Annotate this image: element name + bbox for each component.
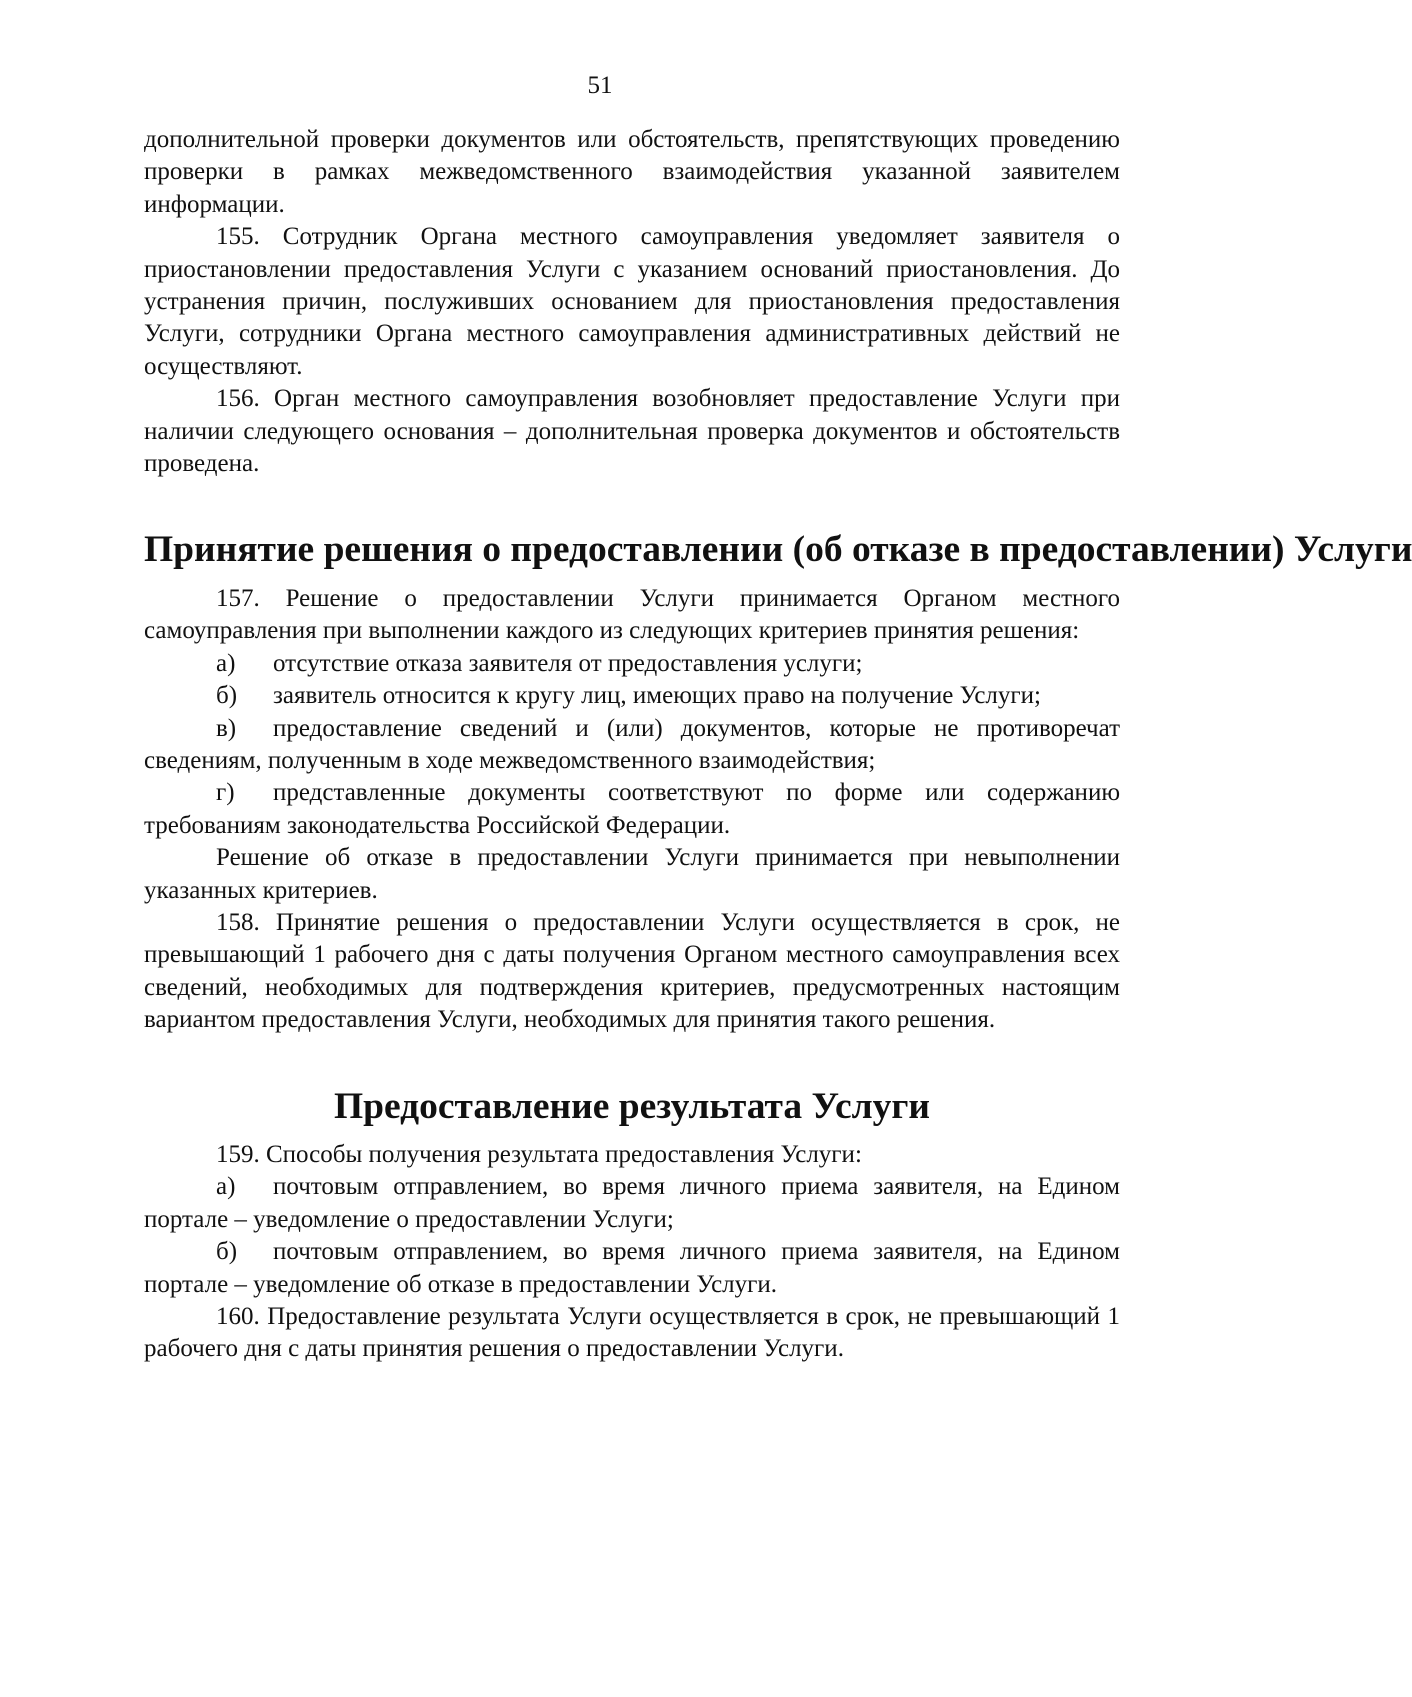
list-item-text: почтовым отправлением, во время личного приема заявителя, на Едином портале – уведомление об отказе в предоставлении Услуги. [144, 1238, 1120, 1298]
paragraph-159: 159. Способы получения результата предоставления Услуги: [216, 1140, 862, 1168]
list-item [144, 777, 1120, 842]
paragraph-158: 158. Принятие решения о предоставлении Услуги осуществляется в срок, не превышающий 1 рабочего дня с даты получения Органом местного самоуправления всех сведений, необходимых для подтверждения критериев, предусмотренных настоящим вариантом предоставления Услуги, необходимых для принятия такого решения. [144, 908, 1120, 1034]
paragraph-continuation: дополнительной проверки документов или обстоятельств, препятствующих проведению проверки в рамках межведомственного взаимодействия указанной заявителем информации. [144, 126, 1120, 218]
paragraph-156: 156. Орган местного самоуправления возобновляет предоставление Услуги при наличии следующего основания – дополнительная проверка документов и обстоятельств проведена. [144, 385, 1120, 478]
section-heading-decision: Принятие решения о предоставлении (об отказе в предоставлении) Услуги [144, 529, 1412, 571]
list-item-text: заявитель относится к кругу лиц, имеющих право на получение Услуги; [273, 682, 1041, 710]
list-marker: в) [216, 714, 237, 742]
list-marker: а) [216, 1173, 236, 1201]
section-heading-result: Предоставление результата Услуги [333, 1085, 931, 1127]
paragraph-refusal: Решение об отказе в предоставлении Услуги принимается при невыполнении указанных критериев. [144, 844, 1120, 904]
list-item-text: почтовым отправлением, во время личного приема заявителя, на Едином портале – уведомление о предоставлении Услуги; [144, 1173, 1120, 1233]
list-item [144, 648, 1120, 680]
list-item-text: представленные документы соответствуют по форме или содержанию требованиям законодательства Российской Федерации. [144, 779, 1120, 839]
paragraph-160: 160. Предоставление результата Услуги осуществляется в срок, не превышающий 1 рабочего дня с даты принятия решения о предоставлении Услуги. [144, 1303, 1120, 1363]
list-item-text: предоставление сведений и (или) документов, которые не противоречат сведениям, полученным в ходе межведомственного взаимодействия; [144, 714, 1120, 774]
list-item-text: отсутствие отказа заявителя от предоставления услуги; [273, 649, 863, 677]
list-marker: а) [216, 649, 236, 677]
paragraph-157: 157. Решение о предоставлении Услуги принимается Органом местного самоуправления при выполнении каждого из следующих критериев принятия решения: [144, 584, 1120, 645]
document-body [144, 124, 1412, 1366]
list-item [144, 1236, 1120, 1301]
list-item [144, 1171, 1120, 1236]
list-marker: б) [216, 682, 238, 710]
list-marker: г) [216, 779, 235, 807]
page-number: 51 [587, 72, 613, 99]
list-marker: б) [216, 1238, 238, 1266]
list-item [144, 680, 1120, 712]
paragraph-155: 155. Сотрудник Органа местного самоуправления уведомляет заявителя о приостановлении предоставления Услуги с указанием оснований приостановления. До устранения причин, послуживших основанием для приостановления предоставления Услуги, сотрудники Органа местного самоуправления административных действий не осуществляют. [144, 223, 1120, 380]
list-item [144, 713, 1120, 778]
